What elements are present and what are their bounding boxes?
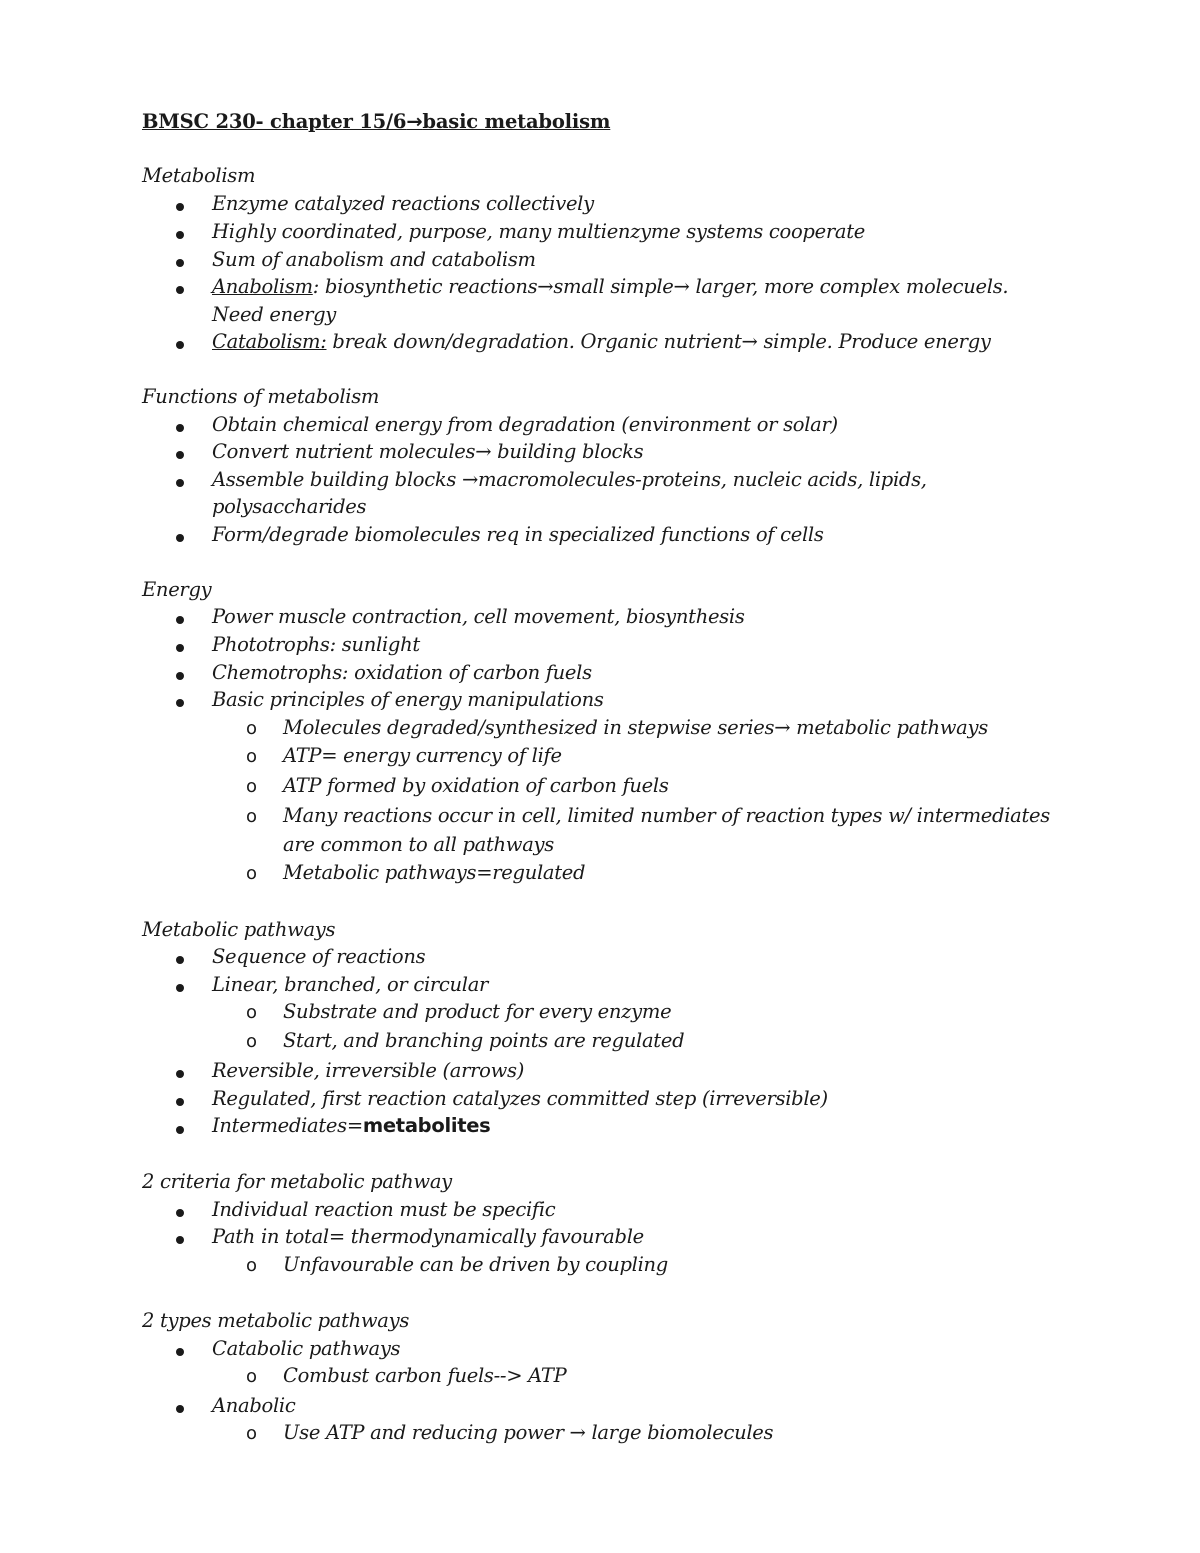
list-item: Catabolic pathways bbox=[212, 1337, 401, 1360]
sub-bullet-icon: o bbox=[246, 1423, 258, 1444]
list-item-continuation: polysaccharides bbox=[212, 495, 367, 518]
bullet-icon bbox=[176, 699, 184, 707]
list-item: Basic principles of energy manipulations bbox=[212, 688, 604, 711]
sub-list-item: Use ATP and reducing power → large biomolecules bbox=[283, 1421, 774, 1444]
list-item-continuation: Need energy bbox=[212, 303, 336, 326]
bullet-icon bbox=[176, 259, 184, 267]
sub-bullet-icon: o bbox=[246, 1031, 258, 1052]
bullet-icon bbox=[176, 1236, 184, 1244]
sub-list-item: Combust carbon fuels--> ATP bbox=[283, 1364, 567, 1387]
sub-list-item: Many reactions occur in cell, limited number of reaction types w/ intermediates bbox=[283, 804, 1050, 827]
bullet-icon bbox=[176, 424, 184, 432]
title-text-end: basic metabolism bbox=[422, 110, 611, 133]
sub-list-item: ATP formed by oxidation of carbon fuels bbox=[283, 774, 669, 797]
sub-list-item: Metabolic pathways=regulated bbox=[283, 861, 586, 884]
bullet-icon bbox=[176, 203, 184, 211]
right-arrow-icon: → bbox=[406, 110, 423, 133]
list-item: Linear, branched, or circular bbox=[212, 973, 489, 996]
heading-metabolism: Metabolism bbox=[142, 164, 256, 187]
sub-list-item: ATP= energy currency of life bbox=[283, 744, 562, 767]
list-item: Highly coordinated, purpose, many multienzyme systems cooperate bbox=[212, 220, 865, 243]
intermediates-text: Intermediates= bbox=[212, 1114, 363, 1137]
list-item: Enzyme catalyzed reactions collectively bbox=[212, 192, 594, 215]
bullet-icon bbox=[176, 479, 184, 487]
list-item-intermediates bbox=[212, 1114, 490, 1137]
bullet-icon bbox=[176, 616, 184, 624]
bullet-icon bbox=[176, 286, 184, 294]
heading-energy: Energy bbox=[142, 578, 212, 601]
list-item: Power muscle contraction, cell movement, biosynthesis bbox=[212, 605, 745, 628]
sub-bullet-icon: o bbox=[246, 1002, 258, 1023]
title-text-start: BMSC 230- chapter 15/6 bbox=[142, 110, 407, 133]
heading-metabolic-pathways: Metabolic pathways bbox=[142, 918, 336, 941]
document-title bbox=[142, 110, 610, 133]
sub-list-item: Unfavourable can be driven by coupling bbox=[283, 1253, 668, 1276]
sub-list-item: Substrate and product for every enzyme bbox=[283, 1000, 672, 1023]
bullet-icon bbox=[176, 1348, 184, 1356]
bullet-icon bbox=[176, 231, 184, 239]
bullet-icon bbox=[176, 672, 184, 680]
sub-list-item-continuation: are common to all pathways bbox=[283, 833, 554, 856]
list-item: Assemble building blocks →macromolecules-proteins, nucleic acids, lipids, bbox=[212, 468, 927, 491]
list-item: Individual reaction must be specific bbox=[212, 1198, 556, 1221]
list-item: Reversible, irreversible (arrows) bbox=[212, 1059, 525, 1082]
bullet-icon bbox=[176, 534, 184, 542]
list-item: Regulated, first reaction catalyzes committed step (irreversible) bbox=[212, 1087, 828, 1110]
bullet-icon bbox=[176, 341, 184, 349]
heading-types: 2 types metabolic pathways bbox=[142, 1309, 410, 1332]
sub-bullet-icon: o bbox=[246, 746, 258, 767]
list-item: Convert nutrient molecules→ building blocks bbox=[212, 440, 644, 463]
bullet-icon bbox=[176, 984, 184, 992]
sub-bullet-icon: o bbox=[246, 1366, 258, 1387]
bullet-icon bbox=[176, 1405, 184, 1413]
list-item: Anabolic bbox=[212, 1394, 296, 1417]
heading-functions: Functions of metabolism bbox=[142, 385, 380, 408]
bullet-icon bbox=[176, 956, 184, 964]
sub-bullet-icon: o bbox=[246, 718, 258, 739]
bullet-icon bbox=[176, 1098, 184, 1106]
bullet-icon bbox=[176, 451, 184, 459]
term-catabolism: Catabolism: bbox=[212, 330, 327, 353]
list-item: Form/degrade biomolecules req in specialized functions of cells bbox=[212, 523, 824, 546]
heading-criteria: 2 criteria for metabolic pathway bbox=[142, 1170, 452, 1193]
bullet-icon bbox=[176, 1126, 184, 1134]
sub-list-item: Start, and branching points are regulated bbox=[283, 1029, 685, 1052]
sub-bullet-icon: o bbox=[246, 1255, 258, 1276]
sub-bullet-icon: o bbox=[246, 806, 258, 827]
list-item-catabolism bbox=[212, 330, 991, 353]
bullet-icon bbox=[176, 1209, 184, 1217]
sub-bullet-icon: o bbox=[246, 863, 258, 884]
list-item: Chemotrophs: oxidation of carbon fuels bbox=[212, 661, 592, 684]
bullet-icon bbox=[176, 644, 184, 652]
list-item: Obtain chemical energy from degradation (environment or solar) bbox=[212, 413, 838, 436]
term-anabolism: Anabolism bbox=[212, 275, 313, 298]
list-item: Path in total= thermodynamically favourable bbox=[212, 1225, 644, 1248]
sub-bullet-icon: o bbox=[246, 776, 258, 797]
list-item: Phototrophs: sunlight bbox=[212, 633, 420, 656]
catabolism-definition: break down/degradation. Organic nutrient→ simple. Produce energy bbox=[326, 330, 991, 353]
sub-list-item: Molecules degraded/synthesized in stepwise series→ metabolic pathways bbox=[283, 716, 988, 739]
list-item-anabolism bbox=[212, 275, 1008, 298]
metabolites-term: metabolites bbox=[362, 1114, 491, 1137]
anabolism-definition: : biosynthetic reactions→small simple→ larger, more complex molecuels. bbox=[312, 275, 1009, 298]
list-item: Sequence of reactions bbox=[212, 945, 426, 968]
bullet-icon bbox=[176, 1070, 184, 1078]
list-item: Sum of anabolism and catabolism bbox=[212, 248, 536, 271]
